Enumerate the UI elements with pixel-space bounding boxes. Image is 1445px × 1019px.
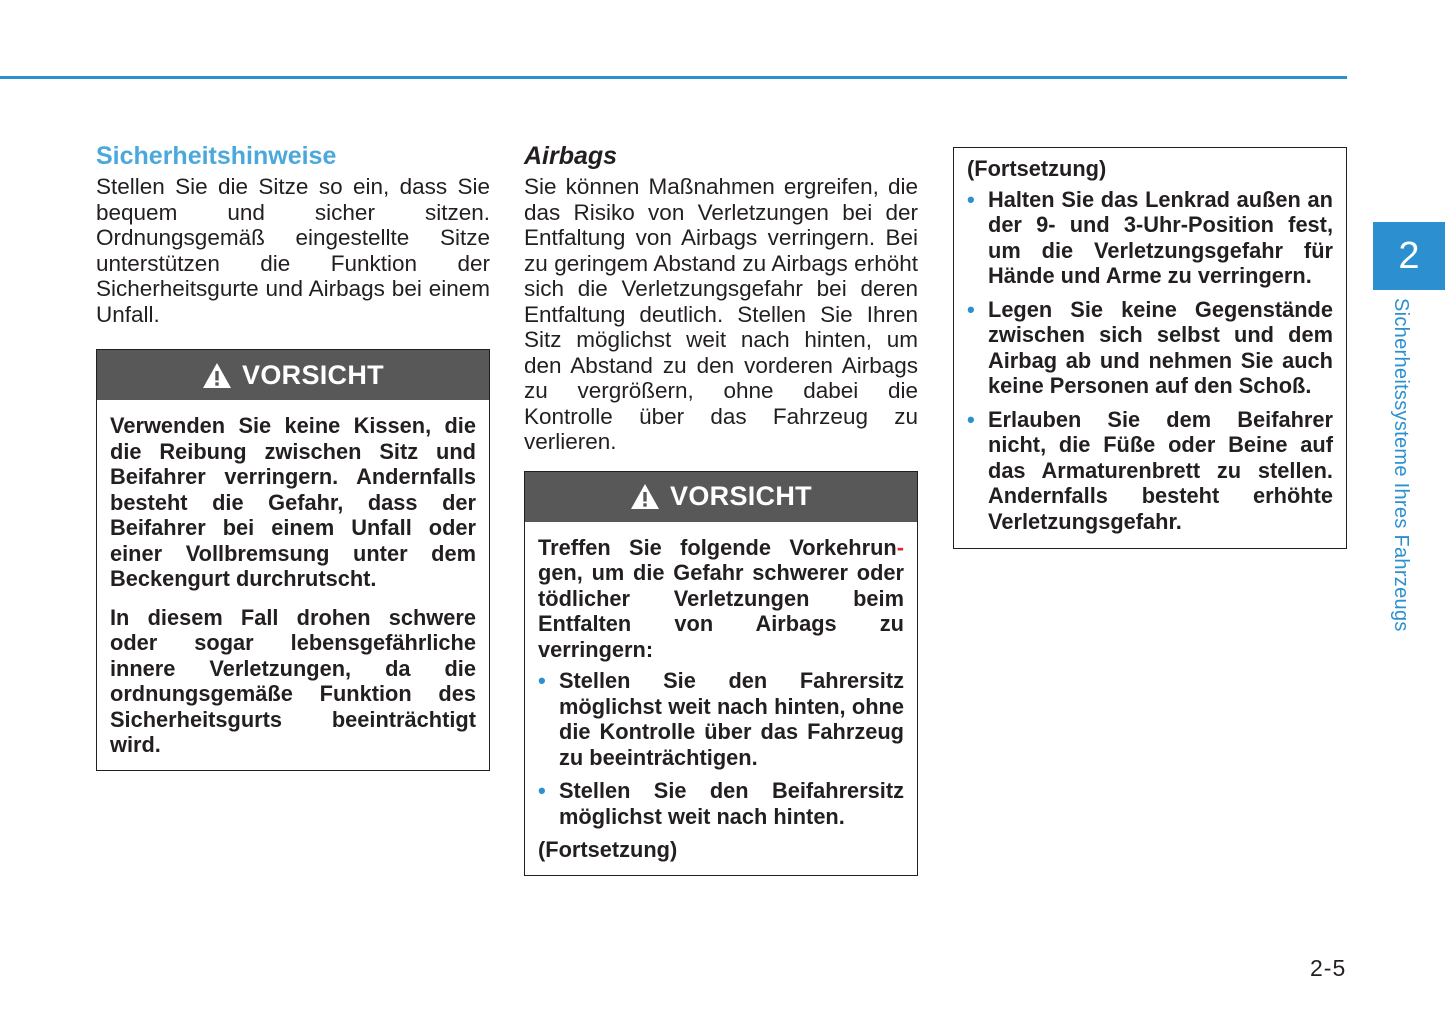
page-number: 2-5 bbox=[1310, 955, 1347, 981]
caution-body bbox=[97, 400, 489, 770]
list-item bbox=[967, 297, 1333, 399]
list-item bbox=[538, 778, 904, 829]
intro-text-airbags: Sie können Maßnahmen ergreifen, die das Risiko von Verletzungen bei der Entfaltung von Airbags verringern. Bei zu geringem Abstand zu Airbags erhöht sich die Verletzungsgefahr bei deren Entfaltung deutlich. Stellen Sie Ihren Sitz möglichst weit nach hinten, um den Abstand zu den vorderen Airbags zu vergrößern, ohne dabei die Kontrolle über das Fahrzeug zu verlieren. bbox=[524, 174, 918, 454]
caution-bullet-list bbox=[967, 187, 1333, 535]
caution-bullet-list bbox=[538, 668, 904, 829]
caution-body bbox=[954, 148, 1346, 548]
caution-paragraph: In diesem Fall drohen schwere oder sogar lebensgefährliche innere Verletzungen, da die ordnungsgemäße Funktion des Sicherheitsgurts beeinträchtigt wird. bbox=[110, 604, 476, 757]
caution-paragraph: Verwenden Sie keine Kissen, die die Reibung zwischen Sitz und Beifahrer verringern. Andernfalls besteht die Gefahr, dass der Beifahrer bei einem Unfall oder einer Vollbremsung unter dem Beckengurt durchrutscht. bbox=[110, 413, 476, 591]
chapter-side-label: Sicherheitssysteme Ihres Fahrzeugs bbox=[1390, 298, 1412, 632]
section-title-airbags: Airbags bbox=[524, 142, 618, 170]
caution-lead-part1: Treffen Sie folgende Vorkehrun bbox=[538, 534, 897, 560]
caution-header bbox=[97, 350, 489, 400]
caution-lead-hyphen: - bbox=[896, 534, 904, 560]
caution-label: VORSICHT bbox=[242, 359, 384, 390]
caution-body bbox=[525, 522, 917, 875]
list-item bbox=[967, 187, 1333, 289]
list-item-text: Erlauben Sie dem Beifahrer nicht, die Füße oder Beine auf das Armaturenbrett zu stellen. Andernfalls besteht erhöhte Verletzungsgefahr. bbox=[988, 406, 1333, 534]
header-rule bbox=[0, 76, 1347, 79]
caution-box-airbags bbox=[524, 471, 918, 876]
caution-box-cushions bbox=[96, 349, 490, 771]
bullet-icon: • bbox=[967, 406, 975, 432]
list-item bbox=[967, 407, 1333, 535]
bullet-icon: • bbox=[967, 296, 975, 322]
column-airbags bbox=[524, 140, 918, 876]
chapter-tab[interactable]: 2 bbox=[1373, 222, 1445, 290]
caution-header bbox=[525, 472, 917, 522]
section-title-safety: Sicherheitshinweise bbox=[96, 142, 337, 170]
column-safety-notes bbox=[96, 140, 490, 771]
list-item-text: Stellen Sie den Beifahrersitz möglichst weit nach hinten. bbox=[559, 778, 904, 829]
bullet-icon: • bbox=[538, 668, 546, 693]
caution-label: VORSICHT bbox=[670, 481, 812, 511]
list-item-text: Stellen Sie den Fahrersitz möglichst weit nach hinten, ohne die Kontrolle über das Fahrzeug zu beeinträchtigen. bbox=[559, 668, 904, 770]
list-item-text: Legen Sie keine Gegenstände zwischen sich selbst und dem Airbag ab und nehmen Sie auch keine Personen auf den Schoß. bbox=[988, 296, 1333, 398]
intro-text-safety: Stellen Sie die Sitze so ein, dass Sie bequem und sicher sitzen. Ordnungsgemäß eingestellte Sitze unterstützen die Funktion der Sicherheitsgurte und Airbags bei einem Unfall. bbox=[96, 174, 490, 327]
bullet-icon: • bbox=[538, 778, 546, 803]
column-continuation bbox=[953, 147, 1347, 549]
caution-lead bbox=[538, 535, 904, 663]
caution-lead-part2: gen, um die Gefahr schwerer oder tödlicher Verletzungen beim Entfalten von Airbags zu verringern: bbox=[538, 560, 904, 662]
caution-box-continued bbox=[953, 147, 1347, 549]
list-item bbox=[538, 668, 904, 770]
list-item-text: Halten Sie das Lenkrad außen an der 9- und 3-Uhr-Position fest, um die Verletzungsgefahr für Hände und Arme zu verringern. bbox=[988, 186, 1333, 288]
continued-note: (Fortsetzung) bbox=[538, 837, 678, 862]
warning-triangle-icon bbox=[202, 362, 232, 389]
warning-triangle-icon bbox=[630, 483, 660, 510]
continued-heading: (Fortsetzung) bbox=[967, 156, 1107, 181]
bullet-icon: • bbox=[967, 186, 975, 212]
